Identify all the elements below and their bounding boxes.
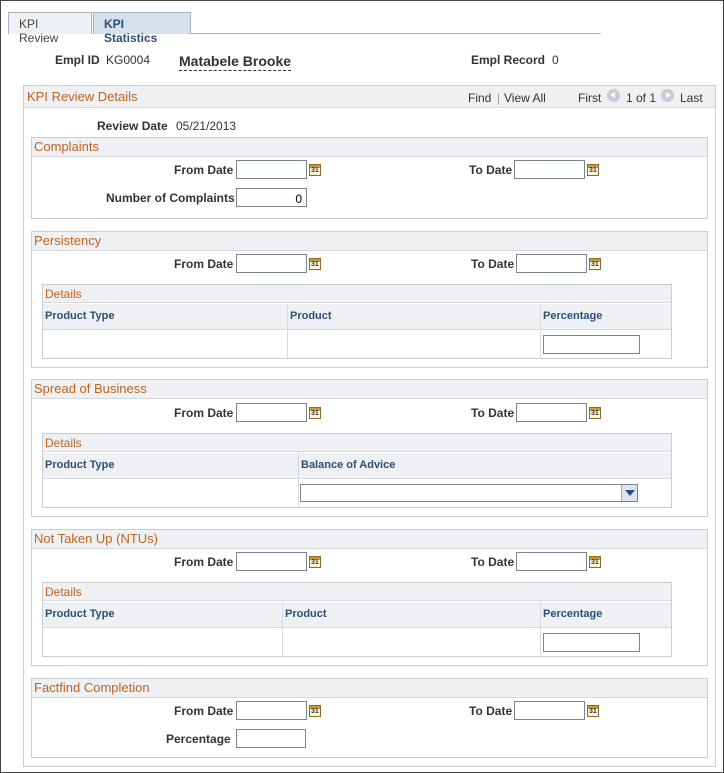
empl-id-value: KG0004 (106, 53, 151, 67)
column-header-label: Balance of Advice (301, 459, 396, 471)
empl-record-label: Empl Record (471, 53, 546, 67)
ntu-from-date-input[interactable] (236, 552, 307, 571)
persistency-from-date-input[interactable] (236, 254, 307, 273)
balance-of-advice-select[interactable] (300, 484, 638, 502)
next-arrow-icon[interactable] (661, 89, 674, 102)
ntu-details-header (43, 583, 671, 601)
column-header-percentage (541, 602, 671, 628)
nav-separator: | (497, 91, 501, 105)
table-cell (283, 628, 541, 656)
factfind-from-date-input[interactable] (236, 701, 307, 720)
tab-kpi-statistics-label: KPI Statistics (104, 17, 158, 45)
calendar-icon[interactable] (309, 556, 321, 568)
column-header-label: Product (290, 310, 332, 322)
ntu-title: Not Taken Up (NTUs) (34, 531, 159, 546)
ntu-to-date-input[interactable] (516, 552, 587, 571)
employee-name: Matabele Brooke (179, 53, 292, 69)
factfind-to-date-input[interactable] (514, 701, 585, 720)
factfind-percentage-input[interactable] (236, 729, 306, 748)
persistency-header (32, 232, 707, 251)
calendar-icon[interactable] (587, 705, 599, 717)
tab-kpi-statistics[interactable] (93, 12, 191, 45)
column-header-product (288, 304, 541, 330)
persistency-to-date-input[interactable] (516, 254, 587, 273)
persistency-to-date-label: To Date (471, 257, 515, 271)
tab-kpi-review-label: KPI Review (19, 17, 59, 45)
spread-to-date-label: To Date (471, 406, 515, 420)
table-cell (43, 330, 288, 358)
spread-of-business-title: Spread of Business (34, 381, 147, 396)
column-header-label: Product Type (45, 608, 115, 620)
factfind-from-date-label: From Date (174, 704, 234, 718)
column-header-product-type (43, 304, 288, 330)
calendar-icon[interactable] (309, 705, 321, 717)
ntu-percentage-input[interactable] (543, 633, 640, 652)
persistency-percentage-input[interactable] (543, 335, 640, 354)
persistency-details-title: Details (45, 287, 82, 301)
column-header-label: Product Type (45, 310, 115, 322)
calendar-icon[interactable] (309, 164, 321, 176)
complaints-from-date-input[interactable] (236, 160, 307, 179)
complaints-to-date-input[interactable] (514, 160, 585, 179)
table-cell (43, 479, 299, 507)
review-date-value: 05/21/2013 (176, 119, 237, 133)
persistency-from-date-label: From Date (174, 257, 234, 271)
find-link[interactable]: Find (468, 91, 492, 105)
calendar-icon[interactable] (309, 258, 321, 270)
column-header-product-type (43, 453, 299, 479)
calendar-icon[interactable] (587, 164, 599, 176)
tab-underline (191, 33, 601, 34)
complaints-group (31, 137, 708, 219)
calendar-icon[interactable] (589, 407, 601, 419)
calendar-icon[interactable] (309, 407, 321, 419)
column-header-label: Percentage (543, 310, 603, 322)
calendar-icon[interactable] (589, 258, 601, 270)
table-cell (43, 628, 283, 656)
spread-details-title: Details (45, 436, 82, 450)
spread-from-date-label: From Date (174, 406, 234, 420)
ntu-from-date-label: From Date (174, 555, 234, 569)
empl-id-label: Empl ID (55, 53, 100, 67)
table-cell (288, 330, 541, 358)
ntu-details-title: Details (45, 585, 82, 599)
column-header-balance-of-advice (299, 453, 671, 479)
persistency-details-header (43, 285, 671, 303)
review-date-label: Review Date (97, 119, 168, 133)
page-info: 1 of 1 (626, 91, 657, 105)
factfind-title: Factfind Completion (34, 680, 150, 695)
column-header-product-type (43, 602, 283, 628)
factfind-percentage-label: Percentage (166, 732, 231, 746)
first-label: First (578, 91, 602, 105)
tab-kpi-review[interactable] (8, 12, 92, 45)
complaints-to-date-label: To Date (469, 163, 513, 177)
last-label: Last (680, 91, 703, 105)
spread-from-date-input[interactable] (236, 403, 307, 422)
kpi-review-details-title: KPI Review Details (27, 89, 138, 104)
complaints-title: Complaints (34, 139, 100, 154)
column-header-percentage (541, 304, 671, 330)
column-header-product (283, 602, 541, 628)
factfind-to-date-label: To Date (469, 704, 513, 718)
calendar-icon[interactable] (589, 556, 601, 568)
column-header-label: Product Type (45, 459, 115, 471)
number-of-complaints-input[interactable] (236, 188, 307, 207)
empl-record-value: 0 (552, 53, 559, 67)
complaints-header (32, 138, 707, 157)
spread-details-header (43, 434, 671, 452)
previous-arrow-icon[interactable] (607, 89, 620, 102)
persistency-title: Persistency (34, 233, 102, 248)
spread-to-date-input[interactable] (516, 403, 587, 422)
ntu-to-date-label: To Date (471, 555, 515, 569)
number-of-complaints-label: Number of Complaints (106, 191, 235, 205)
chevron-down-icon[interactable] (621, 485, 637, 501)
column-header-label: Product (285, 608, 327, 620)
column-header-label: Percentage (543, 608, 603, 620)
complaints-from-date-label: From Date (174, 163, 234, 177)
view-all-link[interactable]: View All (504, 91, 546, 105)
